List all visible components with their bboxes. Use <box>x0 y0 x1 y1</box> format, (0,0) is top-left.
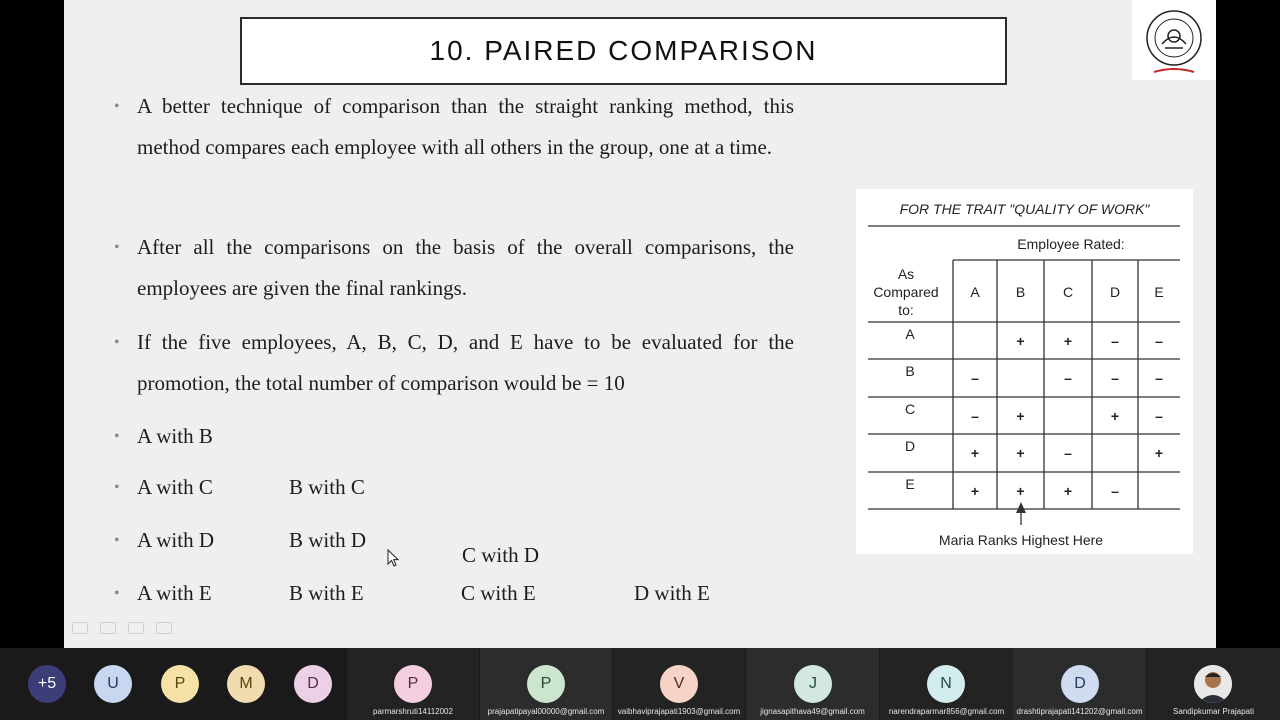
presentation-toolbar <box>72 622 172 634</box>
row-label: E <box>905 476 915 492</box>
pair-ab: A with B <box>137 424 213 448</box>
table-cell: + <box>970 445 980 461</box>
participant-avatar[interactable]: D <box>1061 665 1099 703</box>
pair-cd: C with D <box>462 543 540 567</box>
table-cell: + <box>1110 408 1120 424</box>
table-cell: – <box>1064 370 1072 386</box>
slides-icon[interactable] <box>128 622 144 634</box>
table-cell: – <box>1064 445 1072 461</box>
participant-name: Sandipkumar Prajapati <box>1173 707 1254 716</box>
arrow-up-icon <box>1016 502 1026 513</box>
table-cell: – <box>971 408 979 424</box>
table-cell: + <box>1016 445 1025 461</box>
participant-bar <box>0 648 1280 720</box>
participant-avatar[interactable]: V <box>660 665 698 703</box>
table-cell: + <box>970 483 980 499</box>
arrow-icon[interactable] <box>72 622 88 634</box>
pair-be: B with E <box>289 581 364 605</box>
table-cell: – <box>1111 483 1119 499</box>
participant-name: jignasapithava49@gmail.com <box>760 707 865 716</box>
participant-name: drashtiprajapati141202@gmail.com <box>1016 707 1143 716</box>
row-label: C <box>904 401 916 417</box>
table-cell: – <box>1111 333 1119 349</box>
zoom-icon[interactable] <box>156 622 172 634</box>
table-subheader: Employee Rated: <box>1017 236 1125 252</box>
row-label: D <box>904 438 916 454</box>
pair-bc: B with C <box>289 475 365 499</box>
pen-icon[interactable] <box>100 622 116 634</box>
table-cell: – <box>971 370 979 386</box>
column-header: B <box>1015 284 1026 300</box>
row-header: As Compared to: <box>873 266 939 318</box>
pair-de: D with E <box>634 581 710 605</box>
participant-avatar[interactable]: U <box>94 665 132 703</box>
participant-avatar[interactable]: N <box>927 665 965 703</box>
participant-avatar[interactable]: D <box>294 665 332 703</box>
table-cell: + <box>1063 483 1073 499</box>
bullet-text: After all the comparisons on the basis of the overall comparisons, the employees are given the final rankings. <box>137 235 794 300</box>
participant-avatar[interactable]: P <box>161 665 199 703</box>
pair-ae: A with E <box>137 581 212 605</box>
presentation-slide: 10. PAIRED COMPARISON • A better technique of comparison than the straight ranking method, this method compares each employee with all others in the group, one at a time. • After all the comparisons on the basis of the overall comparisons, the employees are given the final rankings. • If the five employees, A, B, C, D, and E have to be evaluated for the promotion, the total number of comparison would be = 10 • A with B • A with C B with C • A with D B with D C with D • A with E B with E C with E D with E FOR THE TRAIT "QUALITY OF WORK" Employee Rated: As Compared to: A B C D E A + + – – B – – – – C – + + – D + + – + E + + + – Maria Ranks Highest Here <box>64 0 1216 648</box>
bullet-item: • A better technique of comparison than the straight ranking method, this method compares each employee with all others in the group, one at a time. <box>114 86 794 168</box>
participant-avatar[interactable] <box>1194 665 1232 703</box>
university-logo <box>1132 0 1216 80</box>
row-label: B <box>905 363 915 379</box>
table-cell: – <box>1155 408 1163 424</box>
pair-ce: C with E <box>461 581 536 605</box>
table-cell: – <box>1155 370 1163 386</box>
participant-avatar[interactable]: J <box>794 665 832 703</box>
paired-comparison-figure <box>856 189 1193 554</box>
participant-name: narendraparmar856@gmail.com <box>888 707 1005 716</box>
table-cell: + <box>1016 483 1025 499</box>
participant-avatar[interactable]: P <box>394 665 432 703</box>
column-header: A <box>970 284 980 300</box>
participant-name: parmarshruti14112002 <box>373 707 453 716</box>
more-participants-button[interactable]: +5 <box>28 665 66 703</box>
bullet-text: If the five employees, A, B, C, D, and E have to be evaluated for the promotion, the total number of comparison would be = 10 <box>137 330 794 395</box>
pair-bd: B with D <box>289 528 367 552</box>
table-cell: + <box>1016 333 1025 349</box>
table-cell: – <box>1155 333 1163 349</box>
participant-avatar[interactable]: P <box>527 665 565 703</box>
bullet-item: • After all the comparisons on the basis of the overall comparisons, the employees are given the final rankings. <box>114 227 794 309</box>
pair-ad: A with D <box>137 528 215 552</box>
column-header: E <box>1154 284 1164 300</box>
table-cell: – <box>1111 370 1119 386</box>
column-header: D <box>1109 284 1121 300</box>
column-header: C <box>1062 284 1074 300</box>
pair-ac: A with C <box>137 475 213 499</box>
mouse-cursor-icon <box>387 549 401 569</box>
table-cell: + <box>1154 445 1164 461</box>
figure-title: FOR THE TRAIT "QUALITY OF WORK" <box>899 201 1150 217</box>
row-label: A <box>905 326 915 342</box>
table-cell: + <box>1063 333 1073 349</box>
bullet-text: A better technique of comparison than the straight ranking method, this method compares each employee with all others in the group, one at a time. <box>137 94 794 159</box>
participant-name: prajapatipayal00000@gmail.com <box>487 707 605 716</box>
bullet-item: • If the five employees, A, B, C, D, and E have to be evaluated for the promotion, the total number of comparison would be = 10 <box>114 322 794 404</box>
table-cell: + <box>1016 408 1025 424</box>
participant-photo-icon <box>1194 665 1232 703</box>
slide-title: 10. PAIRED COMPARISON <box>240 17 1007 85</box>
participant-name: vaibhaviprajapati1903@gmail.com <box>617 707 741 716</box>
participant-avatar[interactable]: M <box>227 665 265 703</box>
figure-caption: Maria Ranks Highest Here <box>938 532 1104 548</box>
